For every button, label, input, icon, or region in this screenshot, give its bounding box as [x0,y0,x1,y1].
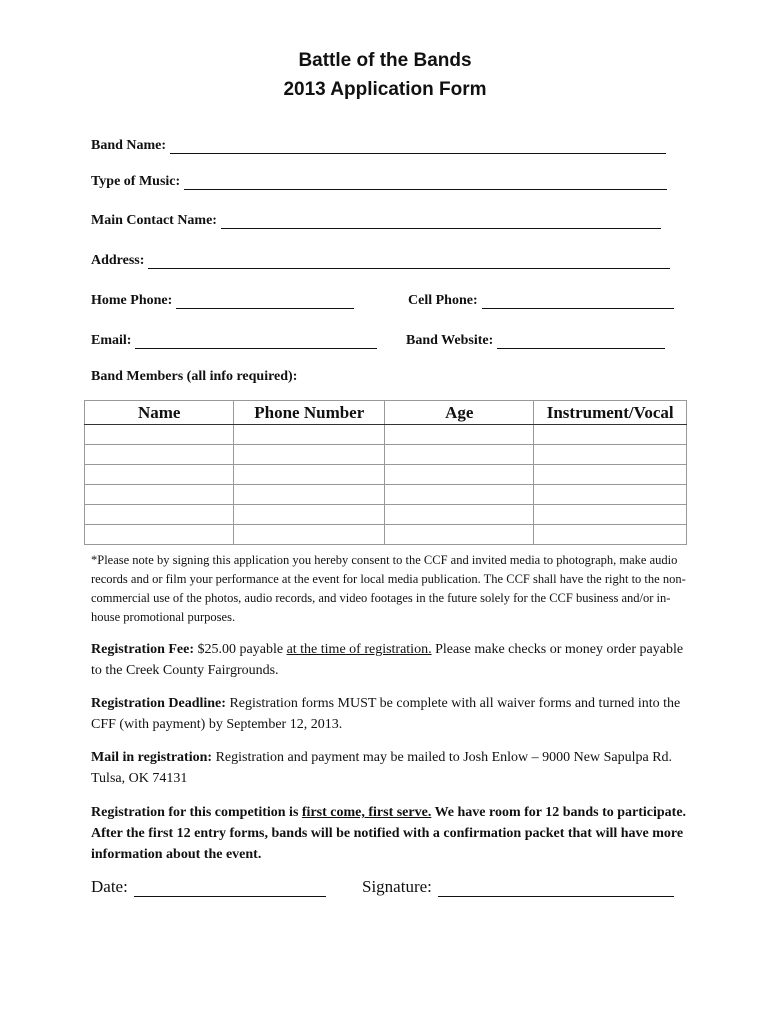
table-cell[interactable] [534,525,687,545]
mail-in-label: Mail in registration: [91,750,213,765]
band-name-label: Band Name: [91,138,167,153]
signature-field[interactable] [438,880,674,897]
table-cell[interactable] [385,425,534,445]
date-label: Date: [91,877,128,896]
date-field[interactable] [134,880,326,897]
table-cell[interactable] [534,425,687,445]
table-cell[interactable] [234,465,385,485]
main-contact-field[interactable] [221,214,661,229]
email-label: Email: [91,333,132,348]
table-row [85,425,687,445]
table-cell[interactable] [85,505,234,525]
cell-phone-row [408,293,674,309]
column-header: Age [385,401,534,425]
mail-in-registration [91,747,691,789]
table-cell[interactable] [534,465,687,485]
table-row [85,485,687,505]
form-title: Battle of the Bands [298,50,472,71]
home-phone-row [91,293,354,309]
consent-note: *Please note by signing this application you hereby consent to the CCF and invited media to photograph, make audio records and or film your performance at the event for local media publication. The CCF shall have the right to the non-commercial use of the photos, audio records, and video footages in the future solely for the CCF business and/or in-house promotional purposes. [91,553,686,624]
table-row [85,465,687,485]
table-cell[interactable] [234,505,385,525]
table-cell[interactable] [385,465,534,485]
band-members-heading: Band Members (all info required): [91,369,298,384]
main-contact-row [91,213,661,229]
address-label: Address: [91,253,145,268]
address-row [91,253,670,269]
home-phone-label: Home Phone: [91,293,173,308]
registration-deadline-label: Registration Deadline: [91,696,226,711]
registration-fee-label: Registration Fee: [91,642,195,657]
table-cell[interactable] [234,445,385,465]
band-website-field[interactable] [497,334,665,349]
table-cell[interactable] [85,465,234,485]
band-website-label: Band Website: [406,333,494,348]
type-of-music-row [91,174,667,190]
table-cell[interactable] [85,485,234,505]
type-of-music-field[interactable] [184,175,667,190]
mail-in-text: Registration and payment may be mailed to Josh Enlow – 9000 New Sapulpa Rd. Tulsa, OK 74131 [91,750,673,786]
band-members-table [84,400,687,545]
competition-note [91,802,691,865]
registration-deadline [91,693,691,735]
table-cell[interactable] [85,445,234,465]
table-cell[interactable] [534,445,687,465]
home-phone-field[interactable] [176,294,354,309]
column-header: Phone Number [234,401,385,425]
table-cell[interactable] [85,525,234,545]
table-cell[interactable] [234,525,385,545]
registration-fee-text-after: Please make checks or money order payable to the Creek County Fairgrounds. [91,642,684,678]
table-cell[interactable] [385,445,534,465]
table-cell[interactable] [385,485,534,505]
table-row [85,525,687,545]
table-cell[interactable] [534,505,687,525]
band-name-field[interactable] [170,139,666,154]
band-website-row [406,333,665,349]
table-cell[interactable] [85,425,234,445]
signature-label: Signature: [362,877,432,896]
registration-fee [91,639,691,681]
table-cell[interactable] [234,485,385,505]
competition-text-after: We have room for 12 bands to participate. After the first 12 entry forms, bands will be notified with a confirmation packet that will have more information about the event. [91,805,687,862]
competition-underlined: first come, first serve. [301,805,432,820]
table-row [85,505,687,525]
table-header-row [85,401,687,425]
competition-text-before: Registration for this competition is [91,805,302,820]
registration-deadline-text: Registration forms MUST be complete with all waiver forms and turned into the CFF (with payment) by September 12, 2013. [91,696,681,732]
registration-fee-underlined: at the time of registration. [286,642,432,657]
type-of-music-label: Type of Music: [91,174,181,189]
band-name-row [91,138,666,154]
email-field[interactable] [135,334,377,349]
signature-row [362,877,674,897]
cell-phone-field[interactable] [482,294,674,309]
registration-fee-text-before: $25.00 payable [194,642,287,657]
table-cell[interactable] [234,425,385,445]
cell-phone-label: Cell Phone: [408,293,478,308]
table-cell[interactable] [385,525,534,545]
date-row [91,877,326,897]
email-row [91,333,377,349]
table-cell[interactable] [385,505,534,525]
main-contact-label: Main Contact Name: [91,213,217,228]
table-body [85,425,687,545]
form-subtitle: 2013 Application Form [283,79,487,100]
table-row [85,445,687,465]
column-header: Name [85,401,234,425]
column-header: Instrument/Vocal [534,401,687,425]
address-field[interactable] [148,254,670,269]
table-cell[interactable] [534,485,687,505]
